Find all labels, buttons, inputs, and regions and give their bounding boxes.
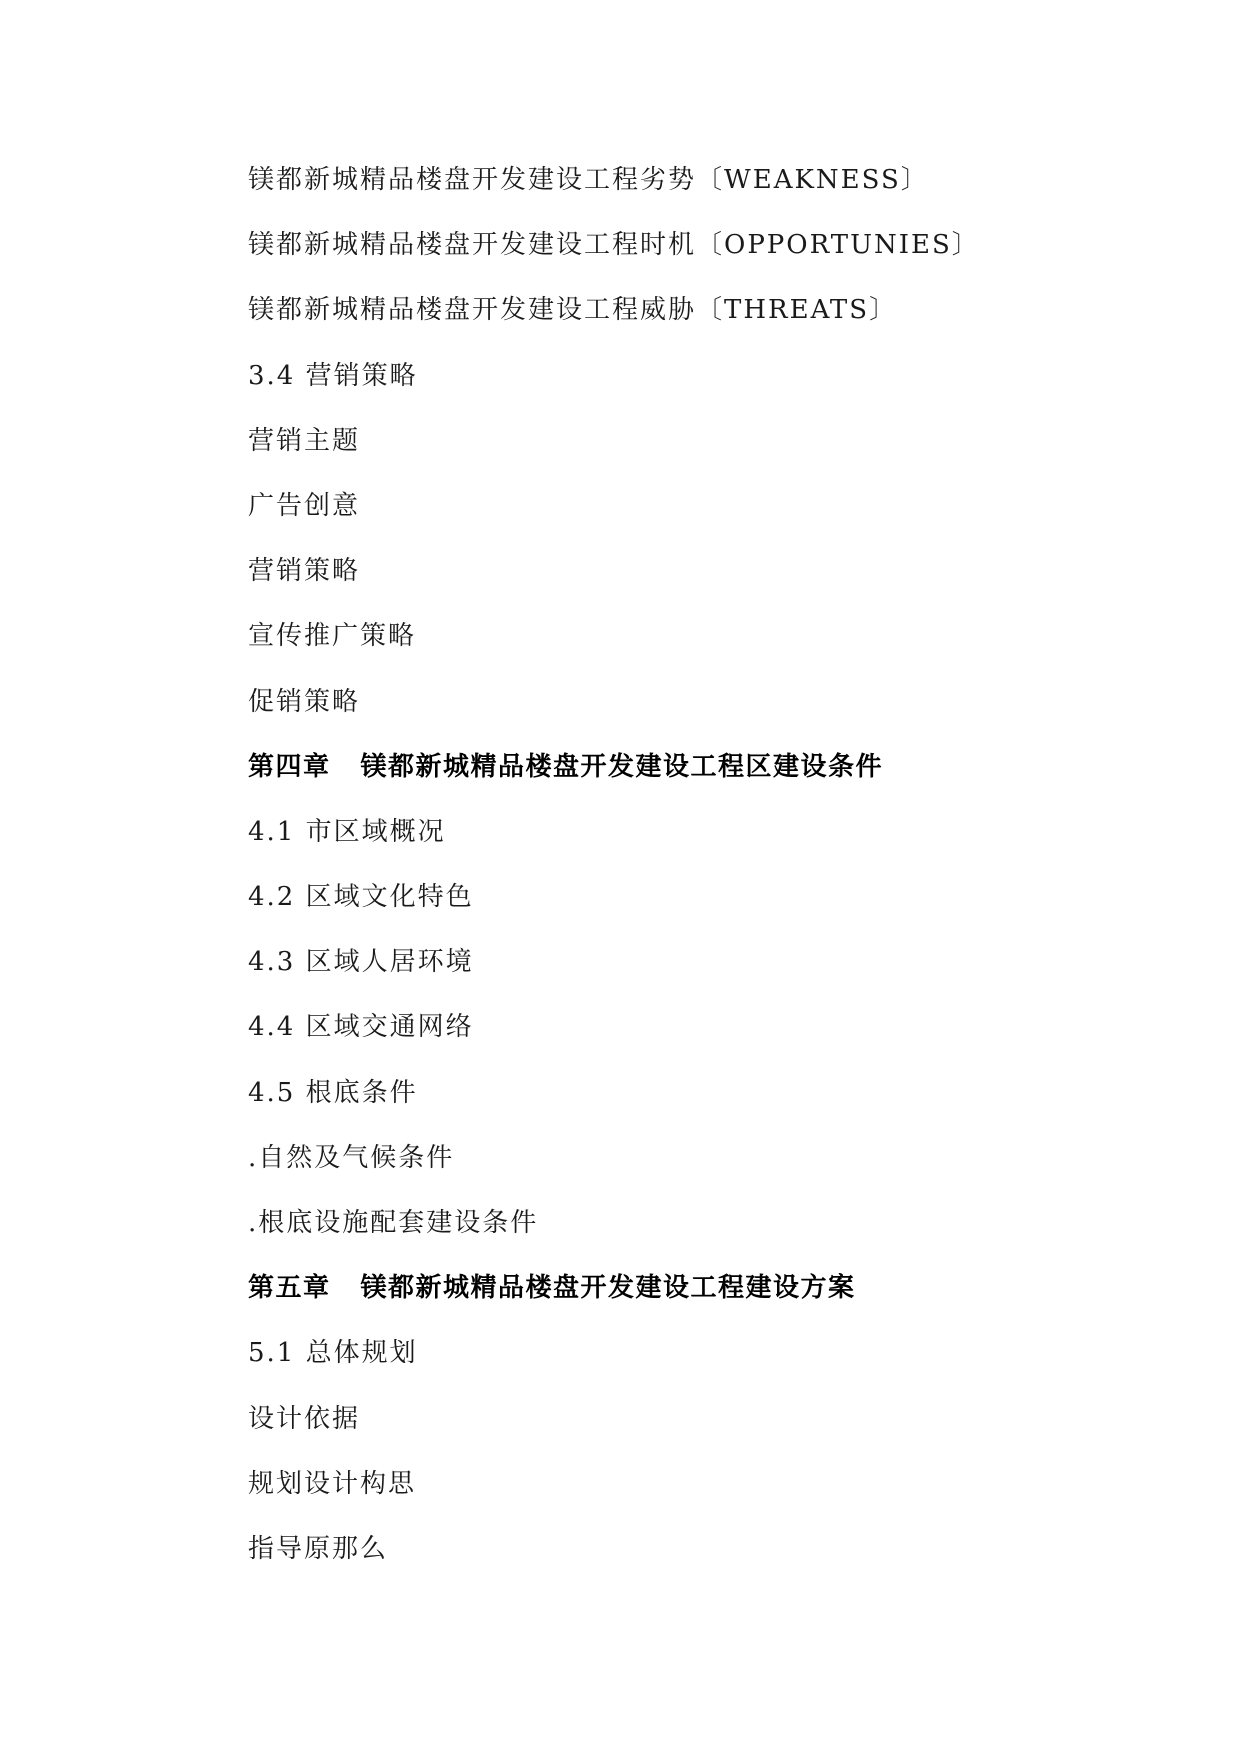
toc-item: 4.1 市区域概况 bbox=[248, 816, 446, 847]
toc-item: .自然及气候条件 bbox=[248, 1142, 455, 1173]
toc-item: 4.3 区域人居环境 bbox=[248, 947, 474, 978]
chapter-heading bbox=[248, 747, 1148, 812]
chapter-number: 第四章 bbox=[248, 751, 331, 782]
toc-item: 4.2 区域文化特色 bbox=[248, 882, 474, 913]
chapter-heading bbox=[248, 1268, 1148, 1333]
toc-item: 规划设计构思 bbox=[248, 1468, 417, 1499]
toc-item: 设计依据 bbox=[248, 1403, 361, 1434]
toc-item: 5.1 总体规划 bbox=[248, 1338, 418, 1369]
toc-item: 4.5 根底条件 bbox=[248, 1077, 418, 1108]
document-page bbox=[248, 160, 1148, 1594]
toc-item: 镁都新城精品楼盘开发建设工程威胁〔THREATS〕 bbox=[248, 295, 898, 326]
toc-item: 营销主题 bbox=[248, 425, 361, 456]
toc-item: 促销策略 bbox=[248, 686, 361, 717]
chapter-title: 镁都新城精品楼盘开发建设工程区建设条件 bbox=[360, 751, 884, 782]
toc-item: 镁都新城精品楼盘开发建设工程劣势〔WEAKNESS〕 bbox=[248, 165, 929, 195]
toc-item: 3.4 营销策略 bbox=[248, 360, 418, 391]
toc-item: 广告创意 bbox=[248, 490, 361, 521]
chapter-title: 镁都新城精品楼盘开发建设工程建设方案 bbox=[360, 1273, 856, 1304]
toc-item: 指导原那么 bbox=[248, 1533, 389, 1564]
toc-item: 营销策略 bbox=[248, 556, 361, 587]
toc-item: .根底设施配套建设条件 bbox=[248, 1208, 539, 1238]
chapter-number: 第五章 bbox=[248, 1273, 331, 1304]
toc-item: 宣传推广策略 bbox=[248, 621, 417, 652]
toc-item: 4.4 区域交通网络 bbox=[248, 1012, 474, 1043]
toc-item: 镁都新城精品楼盘开发建设工程时机〔OPPORTUNIES〕 bbox=[248, 230, 980, 261]
